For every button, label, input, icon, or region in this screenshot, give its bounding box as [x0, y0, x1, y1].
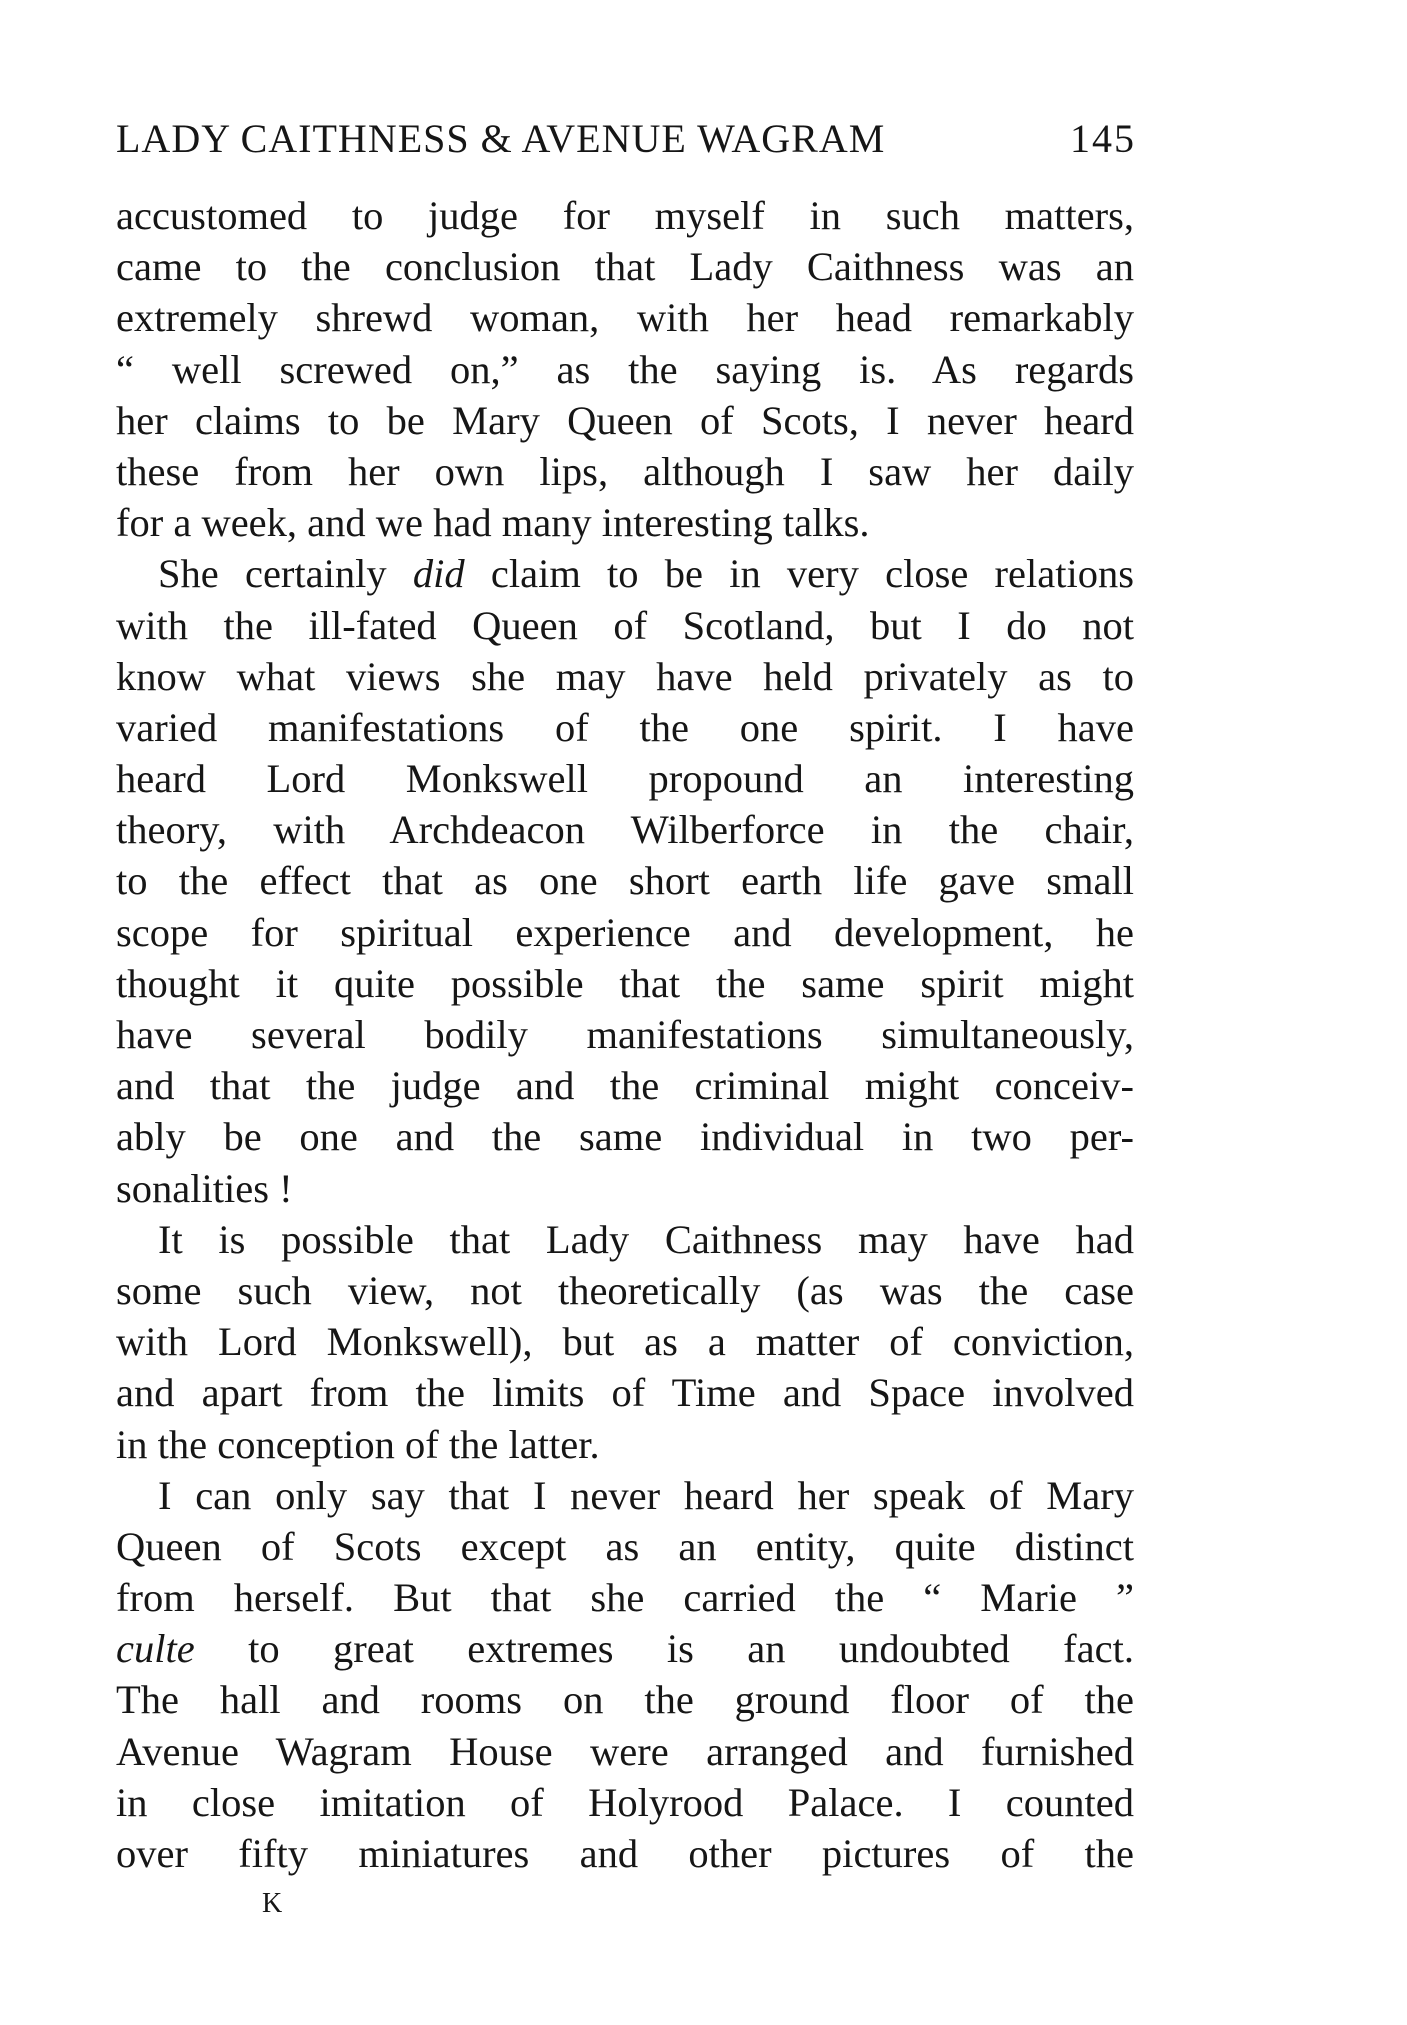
text-run: She certainly	[158, 551, 413, 597]
text-line: Avenue Wagram House were arranged and furnished	[116, 1728, 1134, 1774]
emphasis-did: did	[412, 551, 465, 597]
paragraph-3	[116, 1214, 1134, 1470]
text-line: sonalities !	[116, 1165, 293, 1211]
text-line: with Lord Monkswell), but as a matter of conviction,	[116, 1319, 1134, 1365]
text-line: “ well screwed on,” as the saying is. As regards	[116, 346, 1134, 392]
text-line: know what views she may have held privately as to	[116, 653, 1134, 699]
text-line: and apart from the limits of Time and Space involved	[116, 1370, 1134, 1416]
text-line	[116, 548, 1134, 599]
text-line: have several bodily manifestations simultaneously,	[116, 1012, 1134, 1057]
text-line: Queen of Scots except as an entity, quite distinct	[116, 1523, 1134, 1569]
text-line: and that the judge and the criminal might conceiv-	[116, 1063, 1134, 1109]
text-run: claim to be in very close relations	[464, 551, 1135, 597]
paragraph-2	[116, 548, 1134, 1213]
text-line: some such view, not theoretically (as was the case	[116, 1267, 1134, 1313]
text-line: accustomed to judge for myself in such matters,	[116, 193, 1134, 238]
text-line: came to the conclusion that Lady Caithness was an	[116, 244, 1134, 290]
text-line: ably be one and the same individual in two per-	[116, 1114, 1134, 1160]
paragraph-1	[116, 190, 1134, 548]
text-run: to great extremes is an undoubted fact.	[194, 1626, 1134, 1672]
emphasis-culte: culte	[116, 1626, 195, 1672]
running-head-title: LADY CAITHNESS & AVENUE WAGRAM	[116, 116, 886, 161]
text-line: I can only say that I never heard her speak of Mary	[158, 1472, 1134, 1518]
text-line: from herself. But that she carried the “ Marie ”	[116, 1575, 1134, 1621]
text-line: to the effect that as one short earth life gave small	[116, 858, 1134, 904]
signature-mark: K	[262, 1888, 284, 1919]
text-line: in the conception of the latter.	[116, 1421, 600, 1467]
text-line: her claims to be Mary Queen of Scots, I never heard	[116, 397, 1134, 443]
text-line: over fifty miniatures and other pictures of the	[116, 1831, 1134, 1876]
text-line: scope for spiritual experience and development, he	[116, 909, 1134, 955]
text-line: these from her own lips, although I saw her daily	[116, 448, 1134, 494]
body-text	[116, 190, 1134, 1879]
page-number: 145	[1070, 116, 1136, 161]
running-head	[116, 115, 1136, 165]
text-line: varied manifestations of the one spirit. I have	[116, 704, 1134, 750]
text-line: in close imitation of Holyrood Palace. I counted	[116, 1779, 1134, 1825]
text-line: for a week, and we had many interesting talks.	[116, 500, 870, 546]
paragraph-4	[116, 1470, 1134, 1880]
text-line: It is possible that Lady Caithness may have had	[158, 1216, 1134, 1262]
text-line: The hall and rooms on the ground floor of the	[116, 1677, 1134, 1723]
text-line: heard Lord Monkswell propound an interesting	[116, 756, 1134, 802]
text-line	[116, 1623, 1134, 1674]
text-line: theory, with Archdeacon Wilberforce in the chair,	[116, 807, 1134, 853]
text-line: extremely shrewd woman, with her head remarkably	[116, 295, 1134, 341]
text-line: thought it quite possible that the same spirit might	[116, 960, 1134, 1006]
text-line: with the ill-fated Queen of Scotland, but I do not	[116, 602, 1134, 648]
